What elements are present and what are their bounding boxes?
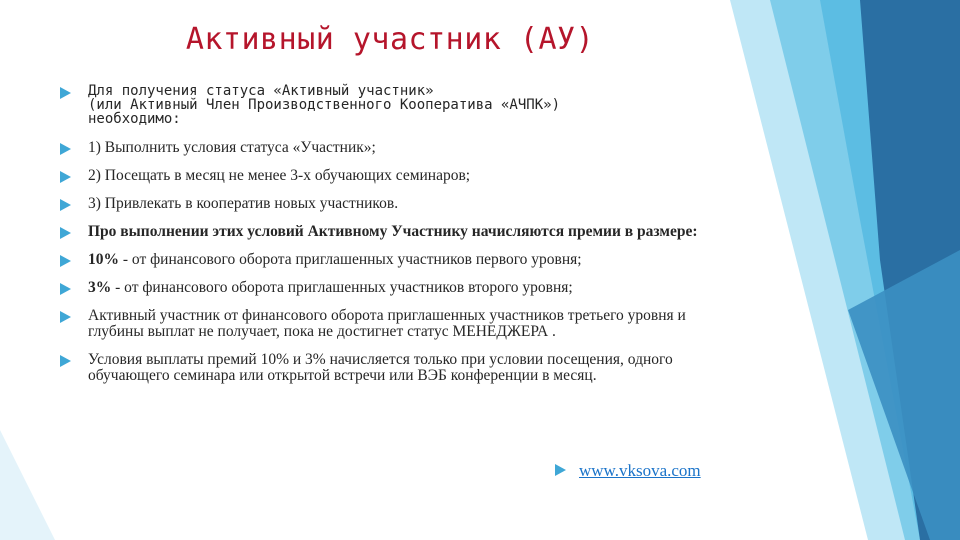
bullet-level-3-note: Активный участник от финансового оборота приглашенных участников третьего уровня и глубины выплат не получает, пока не достигнет статус МЕНЕДЖЕРА . — [60, 308, 740, 340]
bullet-bonus-level-1: 10% - от финансового оборота приглашенных участников первого уровня; — [60, 252, 740, 268]
triangle-arrow-icon — [60, 255, 71, 267]
slide-title: Активный участник (АУ) — [185, 22, 595, 57]
bullet-status-intro: Для получения статуса «Активный участник» (или Активный Член Производственного Кооператива «АЧПК») необходимо: — [60, 84, 740, 126]
bullet-bonus-level-2: 3% - от финансового оборота приглашенных участников второго уровня; — [60, 280, 740, 296]
bullet-condition-1: 1) Выполнить условия статуса «Участник»; — [60, 140, 740, 156]
bullet-bonus-intro: Про выполнении этих условий Активному Участнику начисляются премии в размере: — [60, 224, 740, 240]
triangle-arrow-icon — [60, 143, 71, 155]
triangle-arrow-icon — [60, 311, 71, 323]
triangle-arrow-icon — [60, 227, 71, 239]
left-deco-triangle — [0, 430, 55, 540]
bullet-list — [60, 84, 740, 392]
website-link[interactable]: www.vksova.com — [579, 461, 701, 480]
triangle-arrow-icon — [60, 199, 71, 211]
triangle-arrow-icon — [60, 355, 71, 367]
triangle-arrow-icon — [60, 171, 71, 183]
bullet-payment-conditions: Условия выплаты премий 10% и 3% начисляется только при условии посещения, одного обучающего семинара или открытой встречи или ВЭБ конференции в месяц. — [60, 352, 740, 384]
bullet-condition-3: 3) Привлекать в кооператив новых участников. — [60, 196, 740, 212]
triangle-arrow-icon — [555, 464, 566, 476]
bullet-condition-2: 2) Посещать в месяц не менее 3-х обучающих семинаров; — [60, 168, 740, 184]
triangle-arrow-icon — [60, 283, 71, 295]
triangle-arrow-icon — [60, 87, 71, 99]
